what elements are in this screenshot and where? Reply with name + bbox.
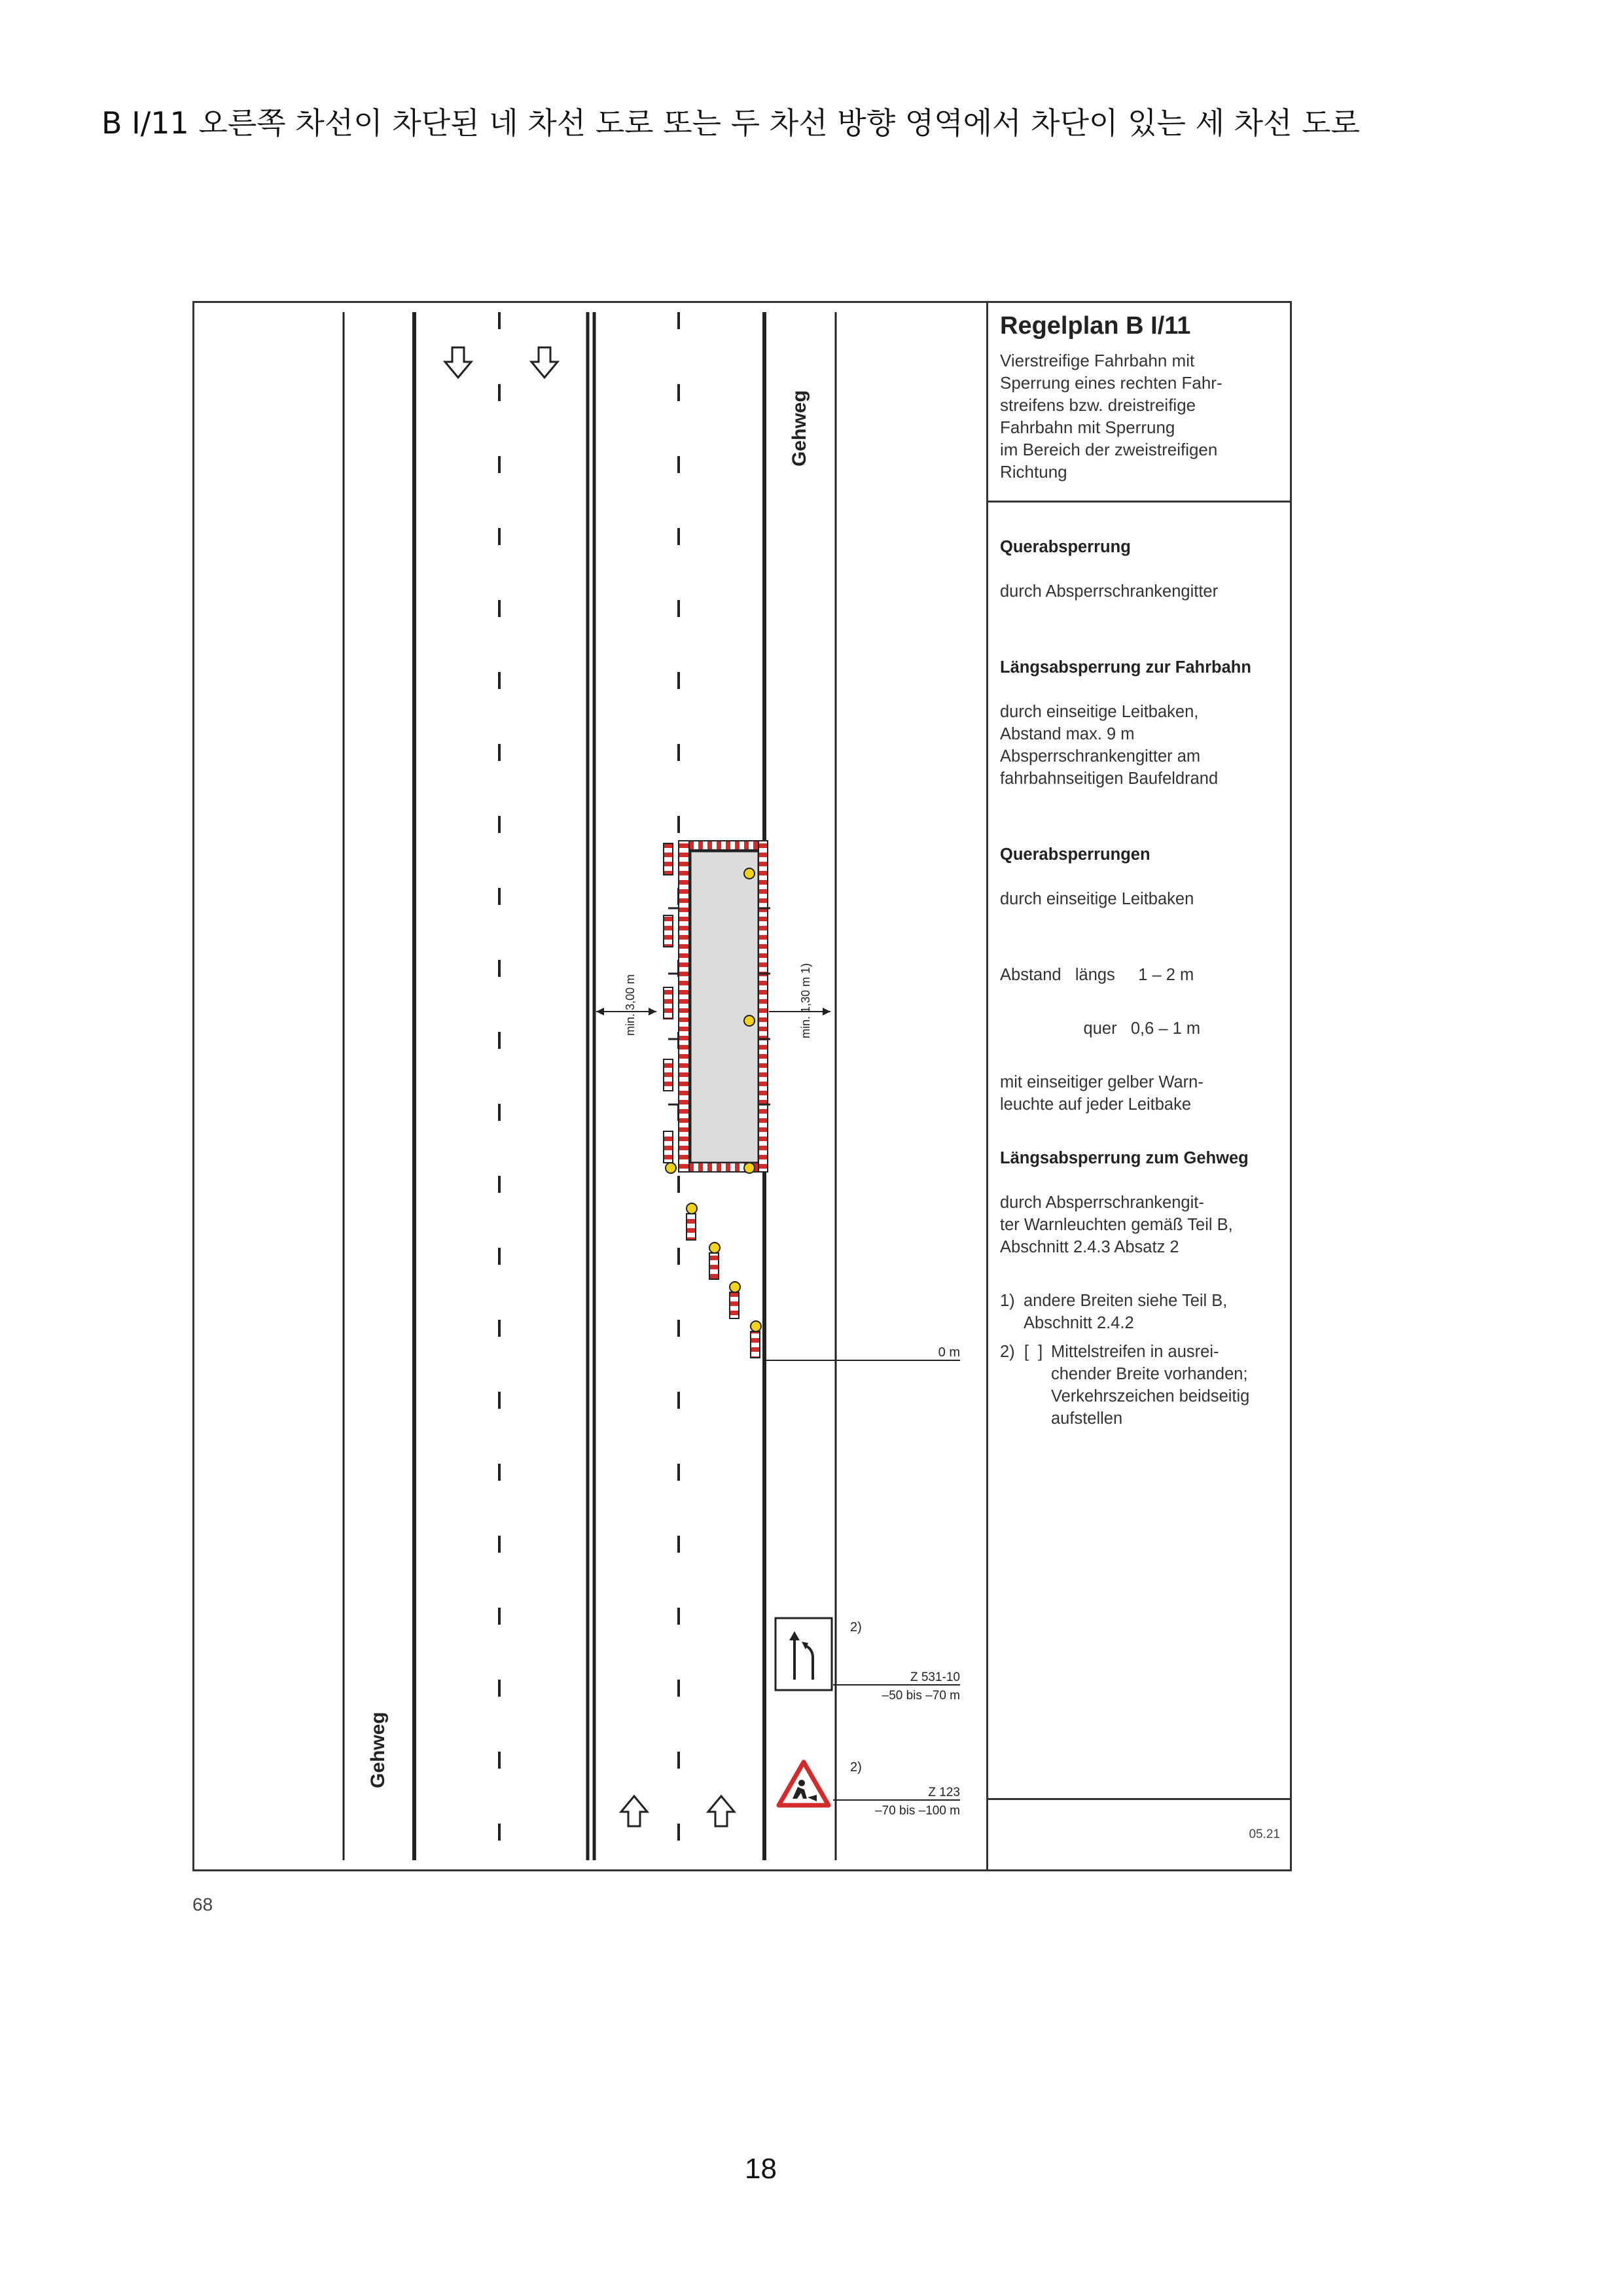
legend-note-2: 2) [ ] Mittelstreifen in ausrei- chender Breite vorhanden; Verkehrszeichen beidseitig aufstellen [1000, 1343, 1250, 1428]
legend-panel [986, 303, 1292, 1869]
sign-lane-distance: –50 bis –70 m [882, 1689, 960, 1703]
leitbake [709, 1253, 719, 1279]
plan-description: Vierstreifige Fahrbahn mit Sperrung eines rechten Fahr- streifens bzw. dreistreifige Fahrbahn mit Sperrung im Bereich der zweistreifigen Richtung [1000, 351, 1222, 482]
leitbake [730, 1292, 739, 1318]
barrier-grid-top [684, 841, 764, 850]
arrow-up-icon [621, 1796, 647, 1826]
leitbake [751, 1332, 760, 1358]
legend-body [988, 504, 1292, 1445]
leitbake [664, 987, 673, 1019]
warning-light-icon [709, 1243, 720, 1253]
work-area [690, 851, 758, 1163]
legend-note-1: 1) andere Breiten siehe Teil B, Abschnitt 2.4.2 [1000, 1292, 1228, 1332]
warning-light-icon [687, 1203, 697, 1214]
leitbake [664, 1131, 673, 1163]
warning-light-icon [744, 868, 755, 879]
min-width-left-label: min. 3,00 m [624, 974, 637, 1036]
gehweg-label-top: Gehweg [789, 390, 810, 467]
warning-light-icon [744, 1163, 755, 1173]
leitbake [664, 843, 673, 875]
road-diagram [194, 303, 986, 1869]
warning-light-icon [666, 1163, 676, 1173]
leitbake [664, 915, 673, 947]
sign-lane-note: 2) [850, 1620, 862, 1634]
dimension-right [769, 963, 830, 1038]
warning-light-icon [744, 1016, 755, 1026]
sign-roadworks [779, 1760, 960, 1818]
leitbake [687, 1214, 696, 1240]
warning-light-icon [730, 1282, 740, 1292]
dimension-left [596, 974, 656, 1036]
work-zone [668, 841, 770, 1172]
min-width-right-label: min. 1,30 m 1) [799, 963, 812, 1038]
page-number: 18 [745, 2153, 777, 2185]
leitbake [664, 1059, 673, 1091]
gehweg-label-bottom: Gehweg [367, 1712, 389, 1788]
arrow-up-icon [708, 1796, 734, 1826]
arrow-down-icon [531, 347, 558, 378]
arrow-down-icon [445, 347, 471, 378]
plan-page-ref: 68 [192, 1894, 213, 1915]
plan-title: Regelplan B I/11 [1000, 312, 1191, 340]
legend-block-cross-barriers: Querabsperrungen durch einseitige Leitbaken [1000, 845, 1194, 908]
sign-work-distance: –70 bis –100 m [875, 1804, 960, 1818]
sign-work-code: Z 123 [928, 1786, 960, 1799]
legend-spacing: Abstand längs 1 – 2 m quer 0,6 – 1 m [1000, 966, 1201, 1038]
legend-warning-light: mit einseitiger gelber Warn- leuchte auf jeder Leitbake [1000, 1073, 1204, 1114]
lane-closure-sign-icon [776, 1618, 832, 1690]
sign-lane-code: Z 531-10 [910, 1670, 960, 1684]
page-heading: B I/11 오른쪽 차선이 차단된 네 차선 도로 또는 두 차선 방향 영역에서 차단이 있는 세 차선 도로 [101, 105, 1360, 141]
regelplan-figure [192, 301, 1292, 1871]
legend-footer-rule [988, 1798, 1292, 1800]
legend-block-longitudinal-roadway: Längsabsperrung zur Fahrbahn durch einseitige Leitbaken, Abstand max. 9 m Absperrschrankengitter am fahrbahnseitigen Baufeldrand [1000, 658, 1251, 788]
legend-header [988, 303, 1292, 503]
sign-work-note: 2) [850, 1760, 862, 1775]
zero-mark-label: 0 m [938, 1345, 960, 1360]
legend-block-cross-barrier: Querabsperrung durch Absperrschrankengitter [1000, 538, 1219, 601]
sign-lane-closure [776, 1618, 960, 1703]
warning-light-icon [751, 1321, 761, 1332]
barrier-grid-left [679, 841, 689, 1172]
barrier-grid-right [758, 841, 768, 1172]
legend-block-footpath: Längsabsperrung zum Gehweg durch Absperrschrankengit- ter Warnleuchten gemäß Teil B, Abschnitt 2.4.3 Absatz 2 [1000, 1149, 1249, 1256]
plan-date: 05.21 [1249, 1828, 1280, 1841]
